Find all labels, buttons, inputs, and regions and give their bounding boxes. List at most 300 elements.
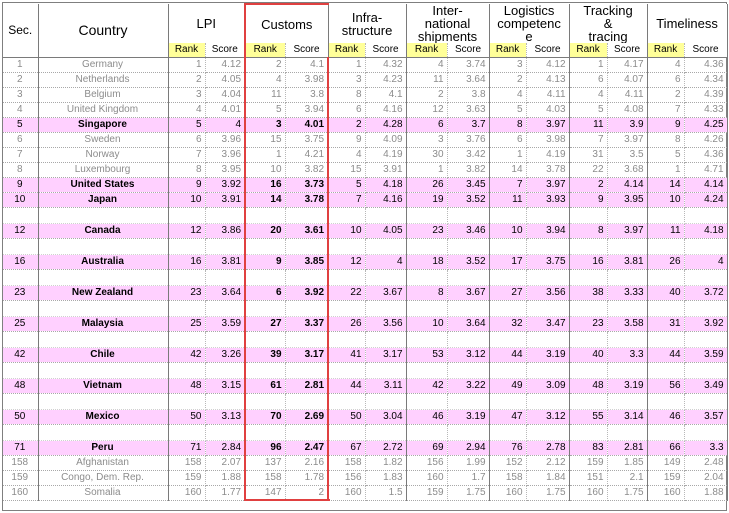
intl-shipments-rank: 1 xyxy=(406,163,447,178)
table-row xyxy=(3,224,727,239)
spacer-cell xyxy=(3,394,38,410)
spacer-cell xyxy=(38,239,168,255)
lpi-rank: 4 xyxy=(168,103,205,118)
timeliness-rank: 1 xyxy=(647,163,684,178)
customs-score: 3.17 xyxy=(285,348,328,363)
lpi-score: 3.13 xyxy=(205,410,245,425)
spacer-cell xyxy=(205,394,245,410)
spacer-cell xyxy=(647,425,684,441)
row-country: Peru xyxy=(38,441,168,456)
intl-shipments-rank: 53 xyxy=(406,348,447,363)
timeliness-score: 4.33 xyxy=(684,103,727,118)
tracking-score: 2.81 xyxy=(607,441,647,456)
lpi-rank: 8 xyxy=(168,163,205,178)
spacer-cell xyxy=(285,394,328,410)
spacer-cell xyxy=(607,208,647,224)
logistics-rank: 47 xyxy=(489,410,526,425)
table-row xyxy=(3,255,727,270)
customs-rank: 1 xyxy=(245,148,285,163)
infrastructure-score: 4.09 xyxy=(365,133,406,148)
intl-shipments-score: 3.52 xyxy=(447,193,489,208)
intl-shipments-rank: 2 xyxy=(406,88,447,103)
intl-shipments-rank: 12 xyxy=(406,103,447,118)
header-score: Score xyxy=(607,43,647,58)
tracking-score: 1.85 xyxy=(607,456,647,471)
row-country: Vietnam xyxy=(38,379,168,394)
spacer-cell xyxy=(205,301,245,317)
customs-score: 1.78 xyxy=(285,471,328,486)
spacer-cell xyxy=(684,425,727,441)
header-score: Score xyxy=(365,43,406,58)
intl-shipments-score: 3.19 xyxy=(447,410,489,425)
timeliness-rank: 8 xyxy=(647,133,684,148)
table-row xyxy=(3,133,727,148)
customs-rank: 6 xyxy=(245,286,285,301)
lpi-rank: 9 xyxy=(168,178,205,193)
logistics-rank: 7 xyxy=(489,178,526,193)
intl-shipments-score: 3.22 xyxy=(447,379,489,394)
infrastructure-rank: 9 xyxy=(328,133,365,148)
lpi-rank: 5 xyxy=(168,118,205,133)
spacer-cell xyxy=(245,332,285,348)
lpi-rank: 6 xyxy=(168,133,205,148)
spacer-cell xyxy=(684,239,727,255)
row-sec: 7 xyxy=(3,148,38,163)
header-logistics-competence: Logistics competenc e xyxy=(489,4,569,43)
header-score: Score xyxy=(684,43,727,58)
spacer-cell xyxy=(526,208,569,224)
spacer-cell xyxy=(245,363,285,379)
intl-shipments-score: 3.45 xyxy=(447,178,489,193)
table-row xyxy=(3,193,727,208)
lpi-score: 4 xyxy=(205,118,245,133)
spacer-cell xyxy=(245,301,285,317)
customs-score: 3.73 xyxy=(285,178,328,193)
spacer-cell xyxy=(365,394,406,410)
spacer-cell xyxy=(3,332,38,348)
spacer-cell xyxy=(684,270,727,286)
spacer-cell xyxy=(447,363,489,379)
spacer-cell xyxy=(285,239,328,255)
logistics-score: 3.19 xyxy=(526,348,569,363)
spacer-cell xyxy=(285,301,328,317)
spacer-cell xyxy=(245,208,285,224)
timeliness-rank: 56 xyxy=(647,379,684,394)
logistics-score: 3.75 xyxy=(526,255,569,270)
logistics-rank: 17 xyxy=(489,255,526,270)
table-row xyxy=(3,486,727,501)
row-sec: 10 xyxy=(3,193,38,208)
spacer-cell xyxy=(684,363,727,379)
header-infrastructure: Infra- structure xyxy=(328,4,406,43)
customs-rank: 137 xyxy=(245,456,285,471)
row-sec: 158 xyxy=(3,456,38,471)
lpi-rank: 2 xyxy=(168,73,205,88)
lpi-rank: 160 xyxy=(168,486,205,501)
lpi-rank: 10 xyxy=(168,193,205,208)
logistics-rank: 1 xyxy=(489,148,526,163)
spacer-cell xyxy=(447,208,489,224)
logistics-score: 4.19 xyxy=(526,148,569,163)
tracking-rank: 16 xyxy=(569,255,607,270)
infrastructure-score: 4.16 xyxy=(365,103,406,118)
spacer-cell xyxy=(365,363,406,379)
infrastructure-rank: 4 xyxy=(328,148,365,163)
logistics-rank: 27 xyxy=(489,286,526,301)
intl-shipments-rank: 30 xyxy=(406,148,447,163)
timeliness-score: 3.3 xyxy=(684,441,727,456)
infrastructure-rank: 3 xyxy=(328,73,365,88)
tracking-score: 4.07 xyxy=(607,73,647,88)
row-sec: 8 xyxy=(3,163,38,178)
spacer-cell xyxy=(3,239,38,255)
timeliness-score: 4.34 xyxy=(684,73,727,88)
customs-rank: 20 xyxy=(245,224,285,239)
spacer-cell xyxy=(245,239,285,255)
row-country: Norway xyxy=(38,148,168,163)
tracking-rank: 9 xyxy=(569,193,607,208)
spacer-cell xyxy=(489,394,526,410)
row-country: United States xyxy=(38,178,168,193)
header-score: Score xyxy=(285,43,328,58)
infrastructure-score: 4.05 xyxy=(365,224,406,239)
row-sec: 42 xyxy=(3,348,38,363)
timeliness-rank: 26 xyxy=(647,255,684,270)
tracking-rank: 38 xyxy=(569,286,607,301)
lpi-rank: 71 xyxy=(168,441,205,456)
timeliness-score: 4.36 xyxy=(684,58,727,73)
spacer-row xyxy=(3,208,727,224)
row-sec: 12 xyxy=(3,224,38,239)
row-country: Australia xyxy=(38,255,168,270)
header-timeliness: Timeliness xyxy=(647,4,727,43)
tracking-score: 4.11 xyxy=(607,88,647,103)
spacer-cell xyxy=(328,425,365,441)
intl-shipments-score: 1.99 xyxy=(447,456,489,471)
infrastructure-score: 4.23 xyxy=(365,73,406,88)
spacer-cell xyxy=(3,425,38,441)
timeliness-score: 2.48 xyxy=(684,456,727,471)
timeliness-rank: 40 xyxy=(647,286,684,301)
spacer-cell xyxy=(285,270,328,286)
spacer-cell xyxy=(647,270,684,286)
spacer-cell xyxy=(684,394,727,410)
timeliness-score: 4.18 xyxy=(684,224,727,239)
customs-score: 3.8 xyxy=(285,88,328,103)
spacer-cell xyxy=(569,332,607,348)
spacer-cell xyxy=(406,208,447,224)
timeliness-rank: 160 xyxy=(647,486,684,501)
timeliness-score: 3.57 xyxy=(684,410,727,425)
intl-shipments-rank: 69 xyxy=(406,441,447,456)
row-sec: 16 xyxy=(3,255,38,270)
infrastructure-rank: 6 xyxy=(328,103,365,118)
row-sec: 160 xyxy=(3,486,38,501)
lpi-score: 4.04 xyxy=(205,88,245,103)
row-country: Mexico xyxy=(38,410,168,425)
table-row xyxy=(3,163,727,178)
logistics-rank: 4 xyxy=(489,88,526,103)
lpi-score: 3.81 xyxy=(205,255,245,270)
logistics-score: 3.56 xyxy=(526,286,569,301)
infrastructure-rank: 67 xyxy=(328,441,365,456)
spacer-cell xyxy=(447,301,489,317)
spacer-cell xyxy=(406,394,447,410)
customs-rank: 147 xyxy=(245,486,285,501)
spacer-cell xyxy=(168,363,205,379)
intl-shipments-rank: 3 xyxy=(406,133,447,148)
timeliness-rank: 44 xyxy=(647,348,684,363)
header-international-shipments: Inter- national shipments xyxy=(406,4,489,43)
intl-shipments-rank: 23 xyxy=(406,224,447,239)
spacer-cell xyxy=(168,394,205,410)
logistics-score: 3.94 xyxy=(526,224,569,239)
lpi-rank: 50 xyxy=(168,410,205,425)
row-country: Luxembourg xyxy=(38,163,168,178)
spacer-cell xyxy=(365,301,406,317)
spacer-cell xyxy=(526,301,569,317)
spacer-cell xyxy=(607,363,647,379)
lpi-rank: 16 xyxy=(168,255,205,270)
tracking-rank: 4 xyxy=(569,88,607,103)
tracking-rank: 6 xyxy=(569,73,607,88)
spacer-cell xyxy=(684,301,727,317)
infrastructure-score: 2.72 xyxy=(365,441,406,456)
customs-rank: 15 xyxy=(245,133,285,148)
intl-shipments-score: 1.7 xyxy=(447,471,489,486)
header-tracking-tracing: Tracking & tracing xyxy=(569,4,647,43)
row-sec: 6 xyxy=(3,133,38,148)
intl-shipments-rank: 46 xyxy=(406,410,447,425)
lpi-rank: 7 xyxy=(168,148,205,163)
timeliness-rank: 149 xyxy=(647,456,684,471)
spacer-cell xyxy=(607,332,647,348)
spacer-cell xyxy=(328,270,365,286)
logistics-score: 3.12 xyxy=(526,410,569,425)
spacer-cell xyxy=(526,425,569,441)
tracking-rank: 31 xyxy=(569,148,607,163)
intl-shipments-rank: 4 xyxy=(406,58,447,73)
tracking-rank: 22 xyxy=(569,163,607,178)
intl-shipments-score: 3.63 xyxy=(447,103,489,118)
timeliness-score: 3.49 xyxy=(684,379,727,394)
tracking-rank: 83 xyxy=(569,441,607,456)
lpi-score: 3.59 xyxy=(205,317,245,332)
row-country: Germany xyxy=(38,58,168,73)
logistics-score: 4.13 xyxy=(526,73,569,88)
infrastructure-rank: 50 xyxy=(328,410,365,425)
infrastructure-score: 4.28 xyxy=(365,118,406,133)
row-sec: 159 xyxy=(3,471,38,486)
spacer-cell xyxy=(489,239,526,255)
spacer-cell xyxy=(489,425,526,441)
header-customs: Customs xyxy=(245,4,328,43)
timeliness-score: 2.04 xyxy=(684,471,727,486)
spacer-cell xyxy=(647,332,684,348)
spacer-cell xyxy=(205,425,245,441)
tracking-rank: 151 xyxy=(569,471,607,486)
customs-score: 4.01 xyxy=(285,118,328,133)
spacer-cell xyxy=(447,332,489,348)
customs-rank: 70 xyxy=(245,410,285,425)
logistics-rank: 3 xyxy=(489,58,526,73)
table-row xyxy=(3,58,727,73)
infrastructure-rank: 1 xyxy=(328,58,365,73)
logistics-score: 3.93 xyxy=(526,193,569,208)
logistics-score: 2.78 xyxy=(526,441,569,456)
customs-highlight-bottom xyxy=(244,499,330,501)
customs-rank: 61 xyxy=(245,379,285,394)
customs-score: 4.21 xyxy=(285,148,328,163)
spacer-cell xyxy=(38,332,168,348)
lpi-score: 3.96 xyxy=(205,148,245,163)
spacer-cell xyxy=(607,301,647,317)
row-country: New Zealand xyxy=(38,286,168,301)
infrastructure-score: 3.56 xyxy=(365,317,406,332)
table-row xyxy=(3,410,727,425)
table-row xyxy=(3,73,727,88)
spacer-cell xyxy=(684,332,727,348)
infrastructure-rank: 7 xyxy=(328,193,365,208)
tracking-score: 3.9 xyxy=(607,118,647,133)
header-row-categories xyxy=(3,4,727,43)
spacer-cell xyxy=(38,208,168,224)
table-row xyxy=(3,88,727,103)
logistics-rank: 14 xyxy=(489,163,526,178)
logistics-rank: 10 xyxy=(489,224,526,239)
infrastructure-rank: 22 xyxy=(328,286,365,301)
header-rank: Rank xyxy=(647,43,684,58)
row-country: Netherlands xyxy=(38,73,168,88)
tracking-rank: 48 xyxy=(569,379,607,394)
infrastructure-rank: 10 xyxy=(328,224,365,239)
infrastructure-score: 4.16 xyxy=(365,193,406,208)
spacer-cell xyxy=(245,394,285,410)
timeliness-rank: 159 xyxy=(647,471,684,486)
table-row xyxy=(3,118,727,133)
logistics-score: 3.98 xyxy=(526,133,569,148)
row-country: Singapore xyxy=(38,118,168,133)
spacer-row xyxy=(3,394,727,410)
customs-score: 2.81 xyxy=(285,379,328,394)
table-row xyxy=(3,178,727,193)
customs-score: 3.37 xyxy=(285,317,328,332)
row-sec: 25 xyxy=(3,317,38,332)
spacer-cell xyxy=(38,425,168,441)
spacer-row xyxy=(3,270,727,286)
logistics-rank: 5 xyxy=(489,103,526,118)
logistics-score: 3.97 xyxy=(526,118,569,133)
customs-rank: 2 xyxy=(245,58,285,73)
spacer-cell xyxy=(526,394,569,410)
spacer-cell xyxy=(489,208,526,224)
spacer-cell xyxy=(205,270,245,286)
spacer-cell xyxy=(168,332,205,348)
timeliness-rank: 7 xyxy=(647,103,684,118)
tracking-score: 3.3 xyxy=(607,348,647,363)
timeliness-rank: 14 xyxy=(647,178,684,193)
intl-shipments-score: 3.52 xyxy=(447,255,489,270)
lpi-score: 3.64 xyxy=(205,286,245,301)
customs-score: 3.75 xyxy=(285,133,328,148)
spacer-cell xyxy=(406,270,447,286)
infrastructure-score: 3.67 xyxy=(365,286,406,301)
lpi-rank: 159 xyxy=(168,471,205,486)
header-rank: Rank xyxy=(569,43,607,58)
timeliness-score: 3.92 xyxy=(684,317,727,332)
tracking-rank: 7 xyxy=(569,133,607,148)
infrastructure-rank: 2 xyxy=(328,118,365,133)
infrastructure-score: 4.1 xyxy=(365,88,406,103)
spacer-cell xyxy=(647,394,684,410)
header-score: Score xyxy=(205,43,245,58)
customs-rank: 27 xyxy=(245,317,285,332)
tracking-score: 3.33 xyxy=(607,286,647,301)
lpi-score: 3.15 xyxy=(205,379,245,394)
header-sec: Sec. xyxy=(3,4,38,58)
timeliness-score: 4.71 xyxy=(684,163,727,178)
intl-shipments-rank: 160 xyxy=(406,471,447,486)
lpi-score: 3.96 xyxy=(205,133,245,148)
infrastructure-rank: 158 xyxy=(328,456,365,471)
tracking-score: 1.75 xyxy=(607,486,647,501)
spacer-cell xyxy=(406,301,447,317)
tracking-score: 3.81 xyxy=(607,255,647,270)
spacer-cell xyxy=(168,239,205,255)
lpi-score: 1.77 xyxy=(205,486,245,501)
infrastructure-rank: 8 xyxy=(328,88,365,103)
spacer-cell xyxy=(684,208,727,224)
row-sec: 50 xyxy=(3,410,38,425)
logistics-score: 4.03 xyxy=(526,103,569,118)
customs-score: 3.85 xyxy=(285,255,328,270)
logistics-rank: 152 xyxy=(489,456,526,471)
spacer-cell xyxy=(328,394,365,410)
spacer-cell xyxy=(365,270,406,286)
spacer-cell xyxy=(647,301,684,317)
logistics-score: 3.09 xyxy=(526,379,569,394)
timeliness-rank: 5 xyxy=(647,148,684,163)
spacer-cell xyxy=(489,363,526,379)
tracking-rank: 23 xyxy=(569,317,607,332)
tracking-score: 2.1 xyxy=(607,471,647,486)
infrastructure-score: 1.82 xyxy=(365,456,406,471)
timeliness-score: 3.72 xyxy=(684,286,727,301)
timeliness-score: 4.39 xyxy=(684,88,727,103)
logistics-score: 3.97 xyxy=(526,178,569,193)
infrastructure-score: 1.83 xyxy=(365,471,406,486)
lpi-rank: 25 xyxy=(168,317,205,332)
tracking-score: 3.95 xyxy=(607,193,647,208)
spacer-cell xyxy=(406,239,447,255)
infrastructure-rank: 160 xyxy=(328,486,365,501)
tracking-score: 4.17 xyxy=(607,58,647,73)
table-row xyxy=(3,456,727,471)
spacer-cell xyxy=(569,394,607,410)
spacer-cell xyxy=(38,363,168,379)
infrastructure-rank: 5 xyxy=(328,178,365,193)
customs-rank: 96 xyxy=(245,441,285,456)
timeliness-rank: 66 xyxy=(647,441,684,456)
row-country: Somalia xyxy=(38,486,168,501)
spacer-cell xyxy=(489,270,526,286)
spacer-cell xyxy=(526,239,569,255)
header-rank: Rank xyxy=(328,43,365,58)
row-country: Afghanistan xyxy=(38,456,168,471)
lpi-rank: 3 xyxy=(168,88,205,103)
customs-rank: 9 xyxy=(245,255,285,270)
infrastructure-rank: 15 xyxy=(328,163,365,178)
